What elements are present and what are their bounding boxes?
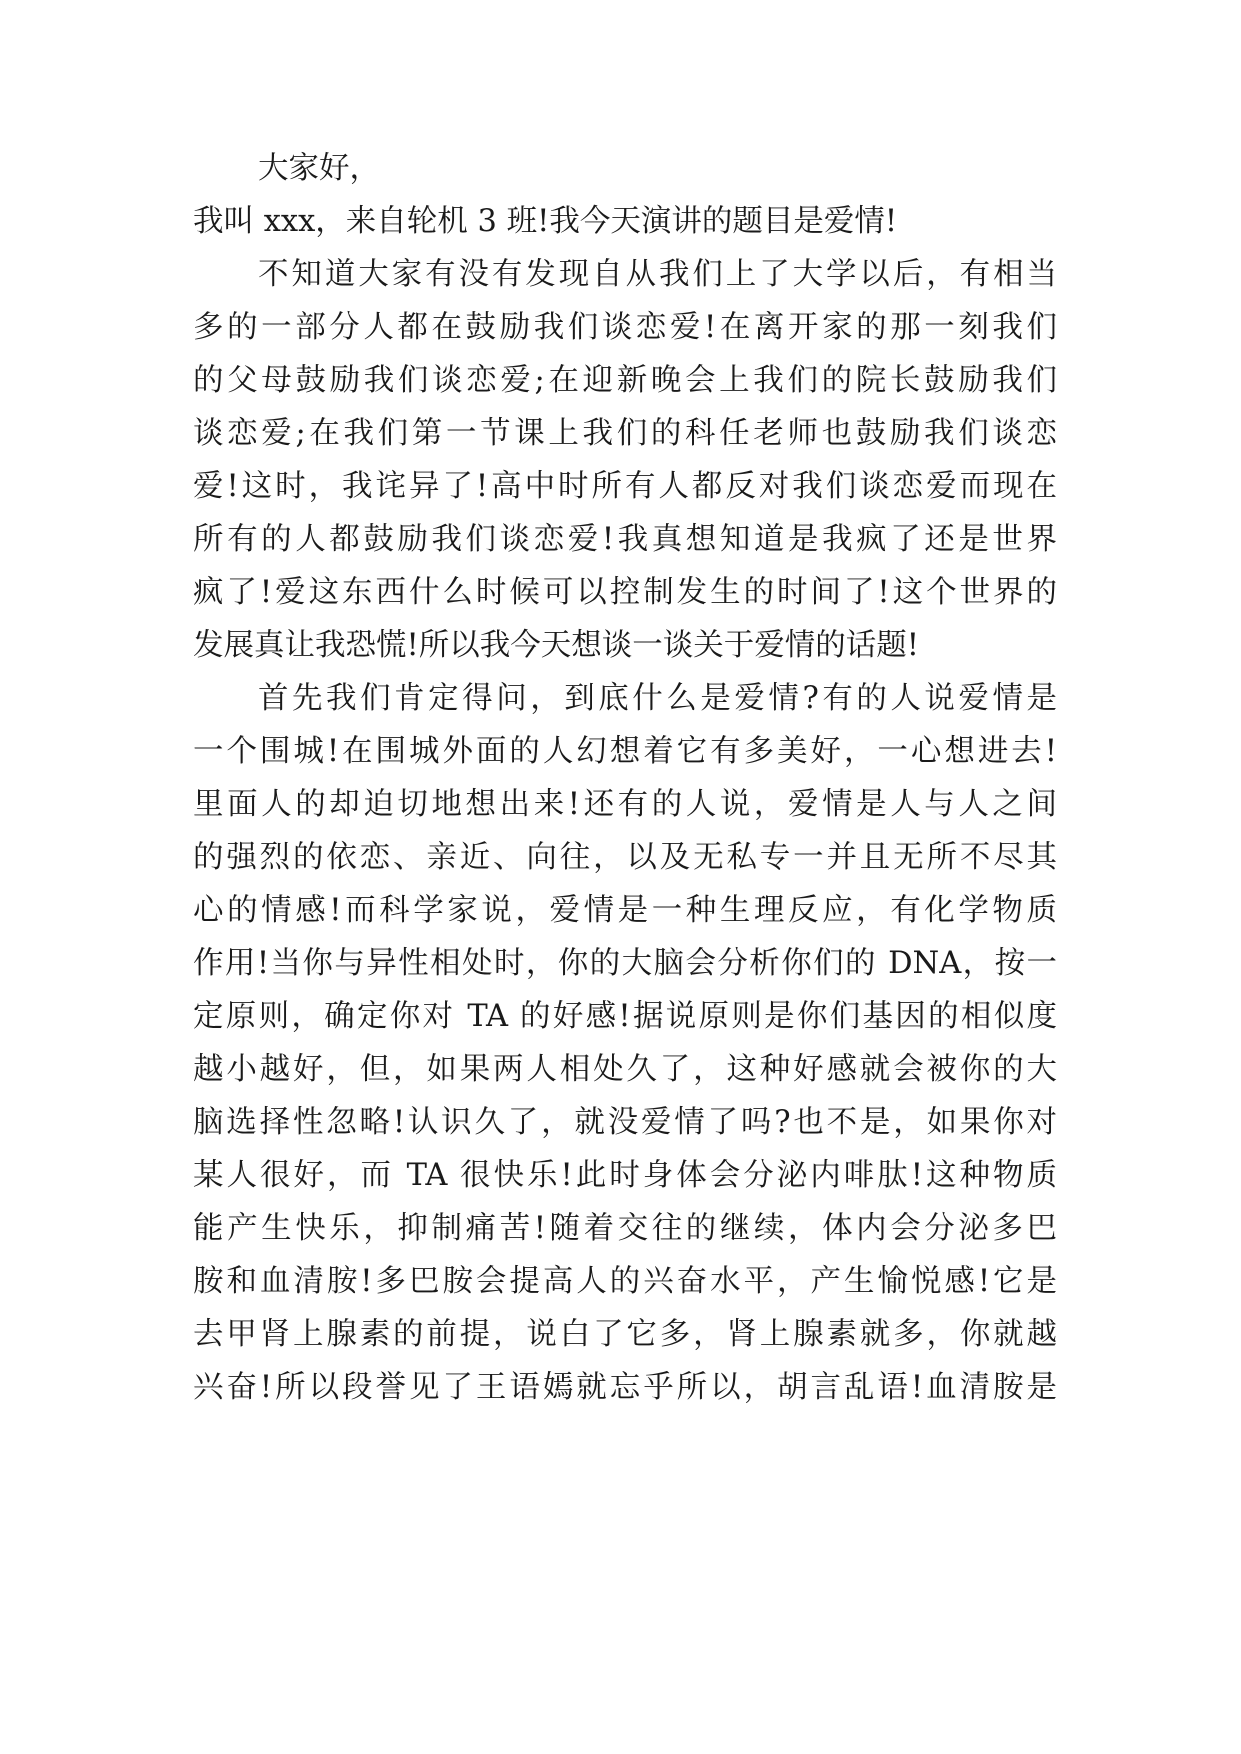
paragraph-1-line-3: 的父母鼓励我们谈恋爱;在迎新晚会上我们的院长鼓励我们	[193, 363, 1057, 398]
paragraph-2-line-6: 作用!当你与异性相处时，你的大脑会分析你们的 DNA，按一	[193, 946, 1057, 981]
paragraph-1-line-2: 多的一部分人都在鼓励我们谈恋爱!在离开家的那一刻我们	[193, 310, 1057, 345]
paragraph-2-line-10: 某人很好，而 TA 很快乐!此时身体会分泌内啡肽!这种物质	[193, 1158, 1057, 1193]
paragraph-2-line-4: 的强烈的依恋、亲近、向往，以及无私专一并且无所不尽其	[193, 840, 1057, 875]
paragraph-1-line-8: 发展真让我恐慌!所以我今天想谈一谈关于爱情的话题!	[193, 628, 920, 663]
paragraph-2-line-13: 去甲肾上腺素的前提，说白了它多，肾上腺素就多，你就越	[193, 1317, 1057, 1352]
paragraph-2-line-14: 兴奋!所以段誉见了王语嫣就忘乎所以，胡言乱语!血清胺是	[193, 1370, 1057, 1405]
paragraph-2-line-3: 里面人的却迫切地想出来!还有的人说，爱情是人与人之间	[193, 787, 1057, 822]
paragraph-2-line-2: 一个围城!在围城外面的人幻想着它有多美好，一心想进去!	[193, 734, 1057, 769]
intro-line: 我叫 xxx，来自轮机 3 班!我今天演讲的题目是爱情!	[193, 204, 898, 239]
paragraph-1-line-1: 不知道大家有没有发现自从我们上了大学以后，有相当	[258, 257, 1057, 292]
paragraph-2-line-5: 心的情感!而科学家说，爱情是一种生理反应，有化学物质	[193, 893, 1057, 928]
paragraph-1-line-7: 疯了!爱这东西什么时候可以控制发生的时间了!这个世界的	[193, 575, 1057, 610]
paragraph-2-line-1: 首先我们肯定得问，到底什么是爱情?有的人说爱情是	[258, 681, 1057, 716]
paragraph-1-line-5: 爱!这时，我诧异了!高中时所有人都反对我们谈恋爱而现在	[193, 469, 1057, 504]
paragraph-2-line-7: 定原则，确定你对 TA 的好感!据说原则是你们基因的相似度	[193, 999, 1057, 1034]
paragraph-1-line-4: 谈恋爱;在我们第一节课上我们的科任老师也鼓励我们谈恋	[193, 416, 1057, 451]
greeting-line: 大家好，	[258, 151, 380, 186]
paragraph-2-line-12: 胺和血清胺!多巴胺会提高人的兴奋水平，产生愉悦感!它是	[193, 1264, 1057, 1299]
paragraph-2-line-8: 越小越好，但，如果两人相处久了，这种好感就会被你的大	[193, 1052, 1057, 1087]
paragraph-2-line-11: 能产生快乐，抑制痛苦!随着交往的继续，体内会分泌多巴	[193, 1211, 1057, 1246]
paragraph-1-line-6: 所有的人都鼓励我们谈恋爱!我真想知道是我疯了还是世界	[193, 522, 1057, 557]
paragraph-2-line-9: 脑选择性忽略!认识久了，就没爱情了吗?也不是，如果你对	[193, 1105, 1057, 1140]
